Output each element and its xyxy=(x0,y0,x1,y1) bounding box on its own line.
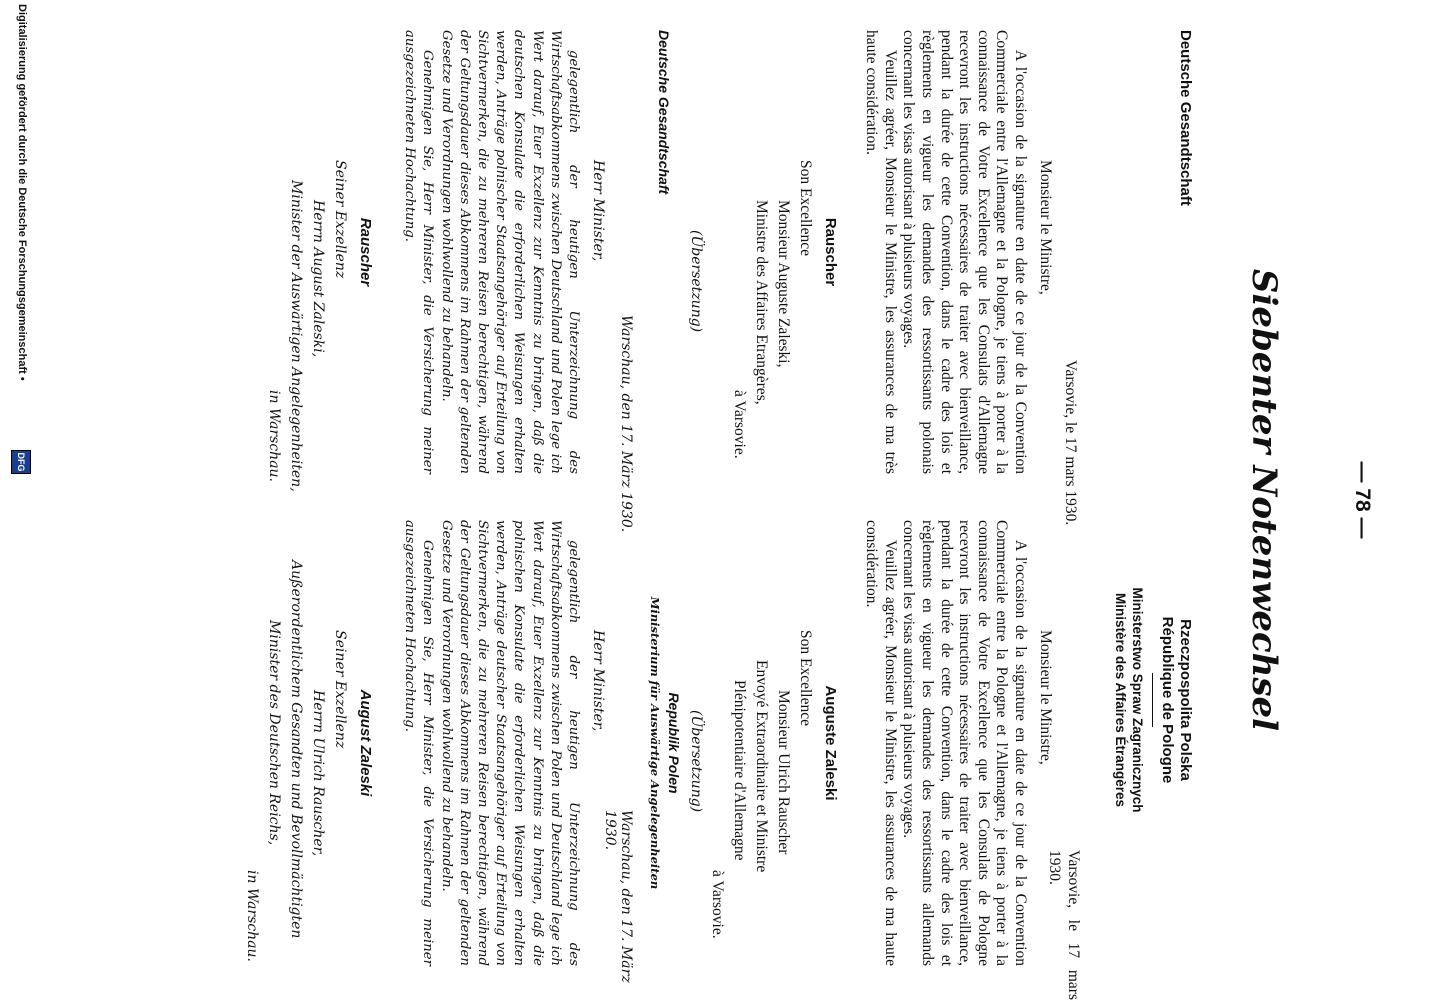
left-de-addr-4: in Warschau. xyxy=(266,390,282,483)
left-de-addr-1: Seiner Exzellenz xyxy=(332,160,348,279)
left-org: Deutsche Gesandtschaft xyxy=(1177,30,1194,206)
right-de-signature: August Zaleski xyxy=(357,689,374,797)
left-addr-3: Ministre des Affaires Etrangères, xyxy=(753,200,770,405)
dfg-logo-icon: DFG xyxy=(11,450,31,474)
page-number: — 78 — xyxy=(1351,461,1374,539)
right-addr-3: Envoyé Extraordinaire et Ministre xyxy=(753,660,770,873)
page-title: Siebenter Notenwechsel xyxy=(1244,268,1284,732)
left-body-p2: Veuillez agréer, Monsieur le Ministre, les assurances de ma très haute considération. xyxy=(863,30,899,474)
right-de-addr-1: Seiner Exzellenz xyxy=(332,630,348,749)
right-ministry-2: Ministère des Affaires Étrangères xyxy=(1113,592,1128,808)
left-date: Varsovie, le 17 mars 1930. xyxy=(1062,360,1079,526)
left-signature: Rauscher xyxy=(822,217,839,287)
left-de-body xyxy=(400,30,582,474)
right-de-body xyxy=(400,520,582,966)
divider xyxy=(1152,673,1153,727)
right-body-p1: A l'occasion de la signature en date de ce jour de la Convention Commerciale entre la Pologne et l'Allemagne, je tiens à porter à la connaissance de Votre Excellence que les Consulats de Pologne recevront les instructions nécessaires de traiter avec bienveillance, pendant la durée de cette Convention, dans le cadre des lois et règlements en vigueur les demandes des ressortissants allemands concernant les visas autorisant à plusieurs voyages. xyxy=(900,520,1029,966)
left-translation-label: (Übersetzung) xyxy=(688,230,704,333)
left-de-addr-3: Minister der Auswärtigen Angelegenheiten, xyxy=(288,180,304,492)
footer xyxy=(6,0,34,1000)
right-org-1: Rzeczpospolita Polska xyxy=(1177,619,1194,781)
left-de-salutation: Herr Minister, xyxy=(590,160,606,262)
right-ministry xyxy=(1112,520,1146,880)
right-de-org: Republik Polen xyxy=(666,692,682,794)
left-salutation: Monsieur le Ministre, xyxy=(1037,160,1054,295)
left-de-body-p1: gelegentlich der heutigen Unterzeichnung des Wirtschaftsabkommens zwischen Deutschland und Polen lege ich Wert darauf, Euer Exzellenz zur Kenntnis zu bringen, daß die deutschen Konsulate die erforderlichen Weisungen erhalten werden, Anträge polnischer Staatsangehöriger auf Erteilung von Sichtvermerken, die zu mehreren Reisen berechtigen, während der Geltungsdauer dieses Abkommens im Rahmen der geltenden Gesetze und Verordnungen wohlwollend zu behandeln. xyxy=(438,30,581,474)
footer-text: Digitalisierung gefördert durch die Deutsche Forschungsgemeinschaft • xyxy=(16,4,28,381)
left-de-org: Deutsche Gesandtschaft xyxy=(656,30,672,195)
left-body xyxy=(862,30,1029,474)
left-addr-2: Monsieur Auguste Zaleski, xyxy=(775,200,792,368)
right-de-salutation: Herr Minister, xyxy=(590,630,606,732)
right-de-body-p1: gelegentlich der heutigen Unterzeichnung des Wirtschaftsabkommens zwischen Polen und Deutschland lege ich Wert darauf, Euer Exzellenz zur Kenntnis zu bringen, daß die polnischen Konsulate die erforderlichen Weisungen erhalten werden, Anträge deutscher Staatsangehöriger auf Erteilung von Sichtvermerken, die zu mehreren Reisen berechtigen, während der Geltungsdauer dieses Abkommens im Rahmen der geltenden Gesetze und Verordnungen wohlwollend zu behandeln. xyxy=(438,520,581,966)
left-addr-4: à Varsovie. xyxy=(731,390,748,459)
right-org xyxy=(1158,520,1194,880)
left-de-date: Warschau, den 17. März 1930. xyxy=(618,315,634,533)
right-signature: Auguste Zaleski xyxy=(822,685,839,801)
right-de-addr-3: Außerordentlichem Gesandten und Bevollmächtigten xyxy=(288,560,304,939)
right-body-p2: Veuillez agréer, Monsieur le Ministre, les assurances de ma haute considération. xyxy=(863,520,899,966)
right-addr-4: Plénipotentiaire d'Allemagne xyxy=(731,680,748,861)
right-de-ministry: Ministerium für Auswärtige Angelegenheiten xyxy=(648,596,662,890)
right-salutation: Monsieur le Ministre, xyxy=(1037,630,1054,765)
right-addr-2: Monsieur Ulrich Rauscher xyxy=(775,690,792,855)
left-de-signature: Rauscher xyxy=(357,217,374,287)
right-de-addr-4: Minister des Deutschen Reichs, xyxy=(266,620,282,846)
right-org-2: République de Pologne xyxy=(1159,616,1176,784)
right-addr-1: Son Excellence xyxy=(797,630,814,726)
right-body xyxy=(862,520,1029,966)
right-de-body-p2: Genehmigen Sie, Herr Minister, die Versicherung meiner ausgezeichneten Hochachtung. xyxy=(402,520,436,966)
right-de-date: Warschau, den 17. März 1930. xyxy=(602,810,634,983)
right-ministry-1: Ministerstwo Spraw Zagranicznych xyxy=(1130,587,1145,813)
right-addr-5: à Varsovie. xyxy=(709,870,726,939)
left-de-body-p2: Genehmigen Sie, Herr Minister, die Versicherung meiner ausgezeichneten Hochachtung. xyxy=(402,30,436,474)
right-translation-label: (Übersetzung) xyxy=(688,710,704,813)
right-date: Varsovie, le 17 mars 1930. xyxy=(1046,850,1082,1000)
right-de-addr-5: in Warschau. xyxy=(244,870,260,963)
left-addr-1: Son Excellence xyxy=(797,160,814,256)
right-de-addr-2: Herrn Ulrich Rauscher, xyxy=(310,690,326,857)
left-de-addr-2: Herrn August Zaleski, xyxy=(310,200,326,358)
left-body-p1: A l'occasion de la signature en date de ce jour de la Convention Commerciale entre l'Allemagne et la Pologne, je tiens à porter à la connaissance de Votre Excellence que les Consulats d'Allemagne recevront les instructions nécessaires de traiter avec bienveillance, pendant la durée de cette Convention, dans le cadre des lois et règlements en vigueur les demandes des ressortissants polonais concernant les visas autorisant à plusieurs voyages. xyxy=(900,30,1029,474)
